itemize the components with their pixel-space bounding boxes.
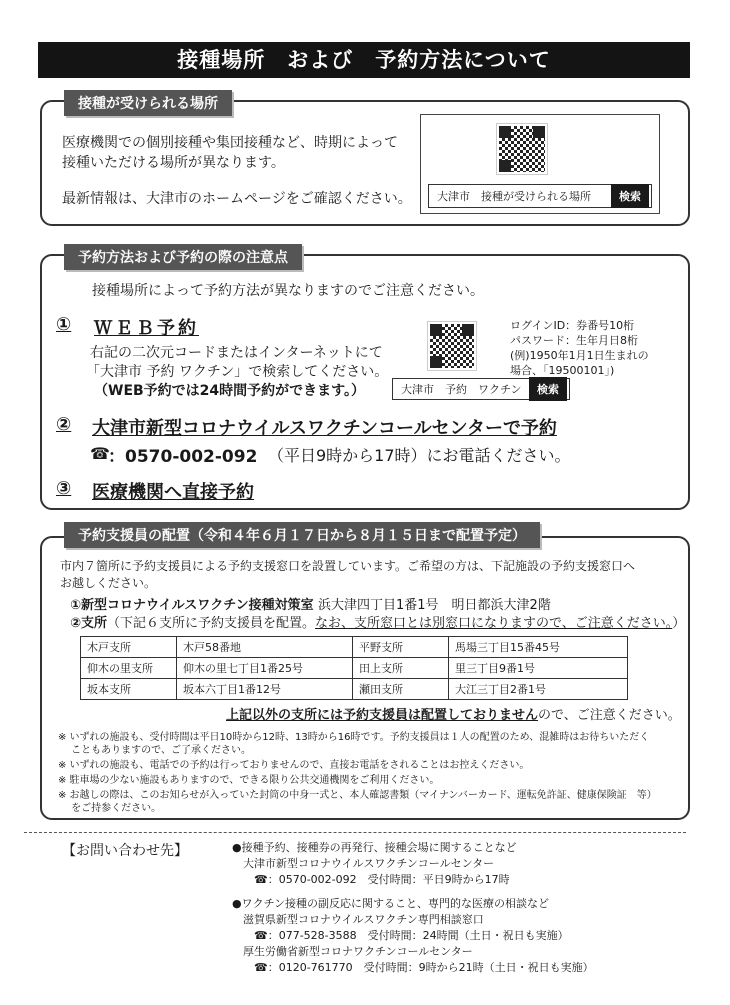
contact-line-1: ●接種予約、接種券の再発行、接種会場に関することなど — [232, 841, 517, 854]
item2-line — [70, 614, 685, 634]
table-row — [81, 637, 628, 658]
call-center-phone[interactable]: ：0570-002-092 — [108, 447, 258, 467]
branch-address: 馬場三丁目15番45号 — [449, 637, 628, 658]
web-number: ① — [56, 314, 72, 335]
item2-text: （下記６支所に予約支援員を配置。 — [107, 616, 316, 631]
web-24h-note: （WEB予約では24時間予約ができます。） — [94, 383, 366, 399]
contact-line-4: ●ワクチン接種の副反応に関すること、専門的な医療の相談など — [232, 897, 550, 910]
vaccination-places-tab: 接種が受けられる場所 — [64, 90, 232, 116]
contact-label: 【お問い合わせ先】 — [62, 843, 188, 859]
table-row — [81, 679, 628, 700]
direct-number: ③ — [56, 478, 72, 499]
login-id: ログインID：券番号10桁 — [510, 319, 635, 332]
table-row — [81, 658, 628, 679]
page-title: 接種場所 および 予約方法について — [38, 42, 690, 78]
contact-line-2: 大津市新型コロナウイルスワクチンコールセンター — [232, 857, 495, 870]
places-description-2: 接種いただける場所が異なります。 — [62, 155, 285, 171]
no-staff-note-bold: 上記以外の支所には予約支援員は配置しておりません — [226, 708, 539, 723]
contact-line-5: 滋賀県新型コロナウイルスワクチン専門相談窓口 — [232, 913, 484, 926]
branch-address: 坂本六丁目1番12号 — [177, 679, 353, 700]
branch-address: 木戸58番地 — [177, 637, 353, 658]
branch-address: 仰木の里七丁目1番25号 — [177, 658, 353, 679]
call-center-hours: （平日9時から17時）にお電話ください。 — [268, 446, 571, 465]
note-3: ※ 駐車場の少ない施設もありますので、できる限り公共交通機関をご利用ください。 — [58, 775, 440, 786]
contact-line-3: ☎：0570-002-092 受付時間：平日9時から17時 — [232, 873, 510, 886]
reservation-method-tab: 予約方法および予約の際の注意点 — [64, 244, 302, 270]
phone-icon: ☎ — [90, 444, 110, 463]
direct-reservation-title: 医療機関へ直接予約 — [92, 482, 254, 503]
web-line-2: 「大津市 予約 ワクチン」で検索してください。 — [86, 364, 389, 380]
support-intro-1: 市内７箇所に予約支援員による予約支援窓口を設置しています。ご希望の方は、下記施設の予約支援窓口へ — [60, 559, 636, 573]
call-number: ② — [56, 414, 72, 435]
contact-line-6: ☎：077-528-3588 受付時間：24時間（土日・祝日も実施） — [232, 929, 569, 942]
no-staff-note-tail: ので、ご注意ください。 — [538, 708, 681, 723]
branch-name: 坂本支所 — [81, 679, 177, 700]
contact-line-8: ☎：0120-761770 受付時間：9時から21時（土日・祝日も実施） — [232, 961, 594, 974]
no-staff-note — [226, 706, 681, 726]
branch-name: 仰木の里支所 — [81, 658, 177, 679]
branch-name: 田上支所 — [353, 658, 449, 679]
contact-line-7: 厚生労働省新型コロナワクチンコールセンター — [232, 945, 473, 958]
item1-address: 浜大津四丁目1番1号 明日都浜大津2階 — [318, 598, 551, 613]
item2-note: なお、支所窓口とは別窓口になりますので、ご注意ください。 — [315, 616, 673, 631]
branch-name: 木戸支所 — [81, 637, 177, 658]
web-qr-code[interactable] — [428, 322, 476, 370]
item2-end: ） — [672, 616, 686, 631]
latest-info-text: 最新情報は、大津市のホームページをご確認ください。 — [62, 191, 412, 207]
reservation-intro: 接種場所によって予約方法が異なりますのでご注意ください。 — [92, 283, 484, 299]
places-description-1: 医療機関での個別接種や集団接種など、時期によって — [62, 135, 398, 151]
login-example-value: 場合、「19500101」) — [510, 364, 615, 377]
login-example: (例)1950年1月1日生まれの — [510, 349, 649, 362]
places-search-button[interactable]: 検索 — [611, 184, 649, 208]
item1-label: ①新型コロナウイルスワクチン接種対策室 — [70, 598, 314, 613]
places-qr-code[interactable] — [497, 124, 547, 174]
branch-name: 平野支所 — [353, 637, 449, 658]
contact-divider — [24, 832, 686, 833]
note-1b: こともありますので、ご了承ください。 — [58, 745, 251, 756]
web-search-button[interactable]: 検索 — [529, 377, 567, 401]
branch-address: 里三丁目9番1号 — [449, 658, 628, 679]
places-search-text[interactable]: 大津市 接種が受けられる場所 — [437, 190, 591, 203]
web-line-1: 右記の二次元コードまたはインターネットにて — [90, 345, 383, 361]
branch-address: 大江三丁目2番1号 — [449, 679, 628, 700]
support-staff-tab: 予約支援員の配置（令和４年６月１７日から８月１５日まで配置予定） — [64, 522, 540, 548]
note-1: ※ いずれの施設も、受付時間は平日10時から12時、13時から16時です。予約支援員は１人の配置のため、混雑時はお待ちいただく — [58, 732, 650, 743]
web-search-text[interactable]: 大津市 予約 ワクチン — [401, 383, 522, 396]
branch-name: 瀬田支所 — [353, 679, 449, 700]
note-4: ※ お越しの際は、このお知らせが入っていた封筒の中身一式と、本人確認書類（マイナンバーカード、運転免許証、健康保険証 等） — [58, 790, 657, 801]
item2-label: ②支所 — [70, 616, 108, 631]
support-intro-2: お越しください。 — [60, 576, 157, 590]
places-search-bar[interactable] — [428, 184, 652, 208]
web-search-bar[interactable] — [392, 378, 570, 400]
login-password: パスワード：生年月日8桁 — [510, 334, 638, 347]
note-2: ※ いずれの施設も、電話での予約は行っておりませんので、直接お電話をされることはお控えください。 — [58, 760, 530, 771]
call-center-title: 大津市新型コロナウイルスワクチンコールセンターで予約 — [92, 418, 557, 439]
note-4b: をご持参ください。 — [58, 803, 162, 814]
branch-table — [80, 636, 628, 700]
web-reservation-title: ＷＥＢ予約 — [94, 318, 199, 339]
